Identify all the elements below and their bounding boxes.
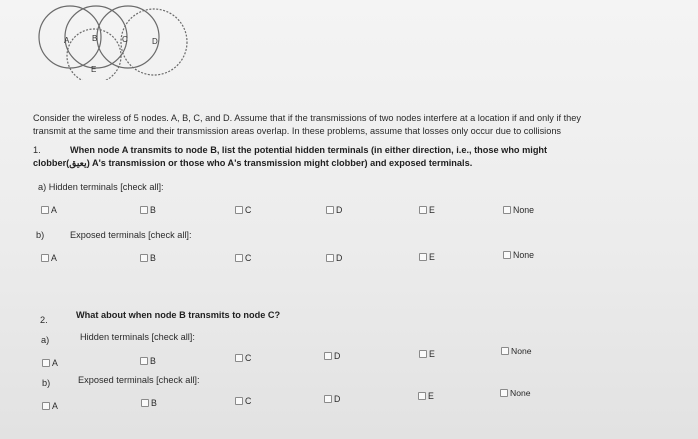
checkbox[interactable] xyxy=(419,206,427,214)
question-2-number: 2. xyxy=(40,315,48,325)
q2b-letter: b) xyxy=(42,378,51,388)
q1b-option-e[interactable]: E xyxy=(419,252,435,262)
q1b-option-c[interactable]: C xyxy=(235,253,251,263)
checkbox[interactable] xyxy=(503,206,511,214)
q2a-option-b[interactable]: B xyxy=(140,356,156,366)
q1a-option-a[interactable]: A xyxy=(41,205,57,215)
q2b-option-d[interactable]: D xyxy=(324,394,340,404)
checkbox[interactable] xyxy=(324,352,332,360)
q1a-option-d[interactable]: D xyxy=(326,205,342,215)
q2b-option-c[interactable]: C xyxy=(235,396,251,406)
checkbox[interactable] xyxy=(235,206,243,214)
intro-line-2: transmit at the same time and their transmission areas overlap. In these problems, assume that losses only occur due to collisions xyxy=(33,126,562,136)
checkbox[interactable] xyxy=(419,253,427,261)
q2a-option-c[interactable]: C xyxy=(235,353,251,363)
q1b-option-b[interactable]: B xyxy=(140,253,156,263)
q2b-label: Exposed terminals [check all]: xyxy=(78,375,200,385)
q1b-label: Exposed terminals [check all]: xyxy=(70,230,192,240)
checkbox[interactable] xyxy=(235,354,243,362)
node-label-a: A xyxy=(64,36,70,45)
checkbox[interactable] xyxy=(501,347,509,355)
q1b-option-d[interactable]: D xyxy=(326,253,342,263)
q1a-option-b[interactable]: B xyxy=(140,205,156,215)
q2a-letter: a) xyxy=(41,335,50,345)
checkbox[interactable] xyxy=(419,350,427,358)
node-label-c: C xyxy=(122,35,128,44)
q1a-option-none[interactable]: None xyxy=(503,205,534,215)
q1a-label: a) Hidden terminals [check all]: xyxy=(38,182,164,192)
question-1-number: 1. xyxy=(33,145,41,155)
q2a-option-e[interactable]: E xyxy=(419,349,435,359)
node-label-d: D xyxy=(152,37,158,46)
q2b-option-b[interactable]: B xyxy=(141,398,157,408)
checkbox[interactable] xyxy=(42,402,50,410)
checkbox[interactable] xyxy=(42,359,50,367)
wireless-nodes-diagram xyxy=(28,0,198,80)
q2b-option-a[interactable]: A xyxy=(42,401,58,411)
node-label-e: E xyxy=(91,65,97,74)
checkbox[interactable] xyxy=(500,389,508,397)
checkbox[interactable] xyxy=(140,357,148,365)
checkbox[interactable] xyxy=(140,254,148,262)
checkbox[interactable] xyxy=(326,254,334,262)
question-2-text: What about when node B transmits to node C? xyxy=(76,310,281,320)
intro-line-1: Consider the wireless of 5 nodes. A, B, C, and D. Assume that if the transmissions of two nodes interfere at a location if and only if they xyxy=(33,113,581,123)
q2a-option-none[interactable]: None xyxy=(501,346,532,356)
q1b-option-a[interactable]: A xyxy=(41,253,57,263)
q2a-option-d[interactable]: D xyxy=(324,351,340,361)
q1a-option-c[interactable]: C xyxy=(235,205,251,215)
checkbox[interactable] xyxy=(235,254,243,262)
checkbox[interactable] xyxy=(326,206,334,214)
q2a-label: Hidden terminals [check all]: xyxy=(80,332,195,342)
q2a-option-a[interactable]: A xyxy=(42,358,58,368)
checkbox[interactable] xyxy=(503,251,511,259)
q2b-option-e[interactable]: E xyxy=(418,391,434,401)
node-label-b: B xyxy=(92,34,98,43)
checkbox[interactable] xyxy=(235,397,243,405)
q1b-option-none[interactable]: None xyxy=(503,250,534,260)
checkbox[interactable] xyxy=(418,392,426,400)
q1b-letter: b) xyxy=(36,230,45,240)
checkbox[interactable] xyxy=(324,395,332,403)
checkbox[interactable] xyxy=(41,254,49,262)
checkbox[interactable] xyxy=(140,206,148,214)
q1a-option-e[interactable]: E xyxy=(419,205,435,215)
q2b-option-none[interactable]: None xyxy=(500,388,531,398)
question-1-text: When node A transmits to node B, list the potential hidden terminals (in either direction, i.e., those who might xyxy=(70,145,548,155)
checkbox[interactable] xyxy=(41,206,49,214)
question-1-text-cont: clobber(يعيق) A's transmission or those who A's transmission might clobber) and exposed terminals. xyxy=(33,158,473,168)
checkbox[interactable] xyxy=(141,399,149,407)
range-circle-c xyxy=(97,6,159,68)
